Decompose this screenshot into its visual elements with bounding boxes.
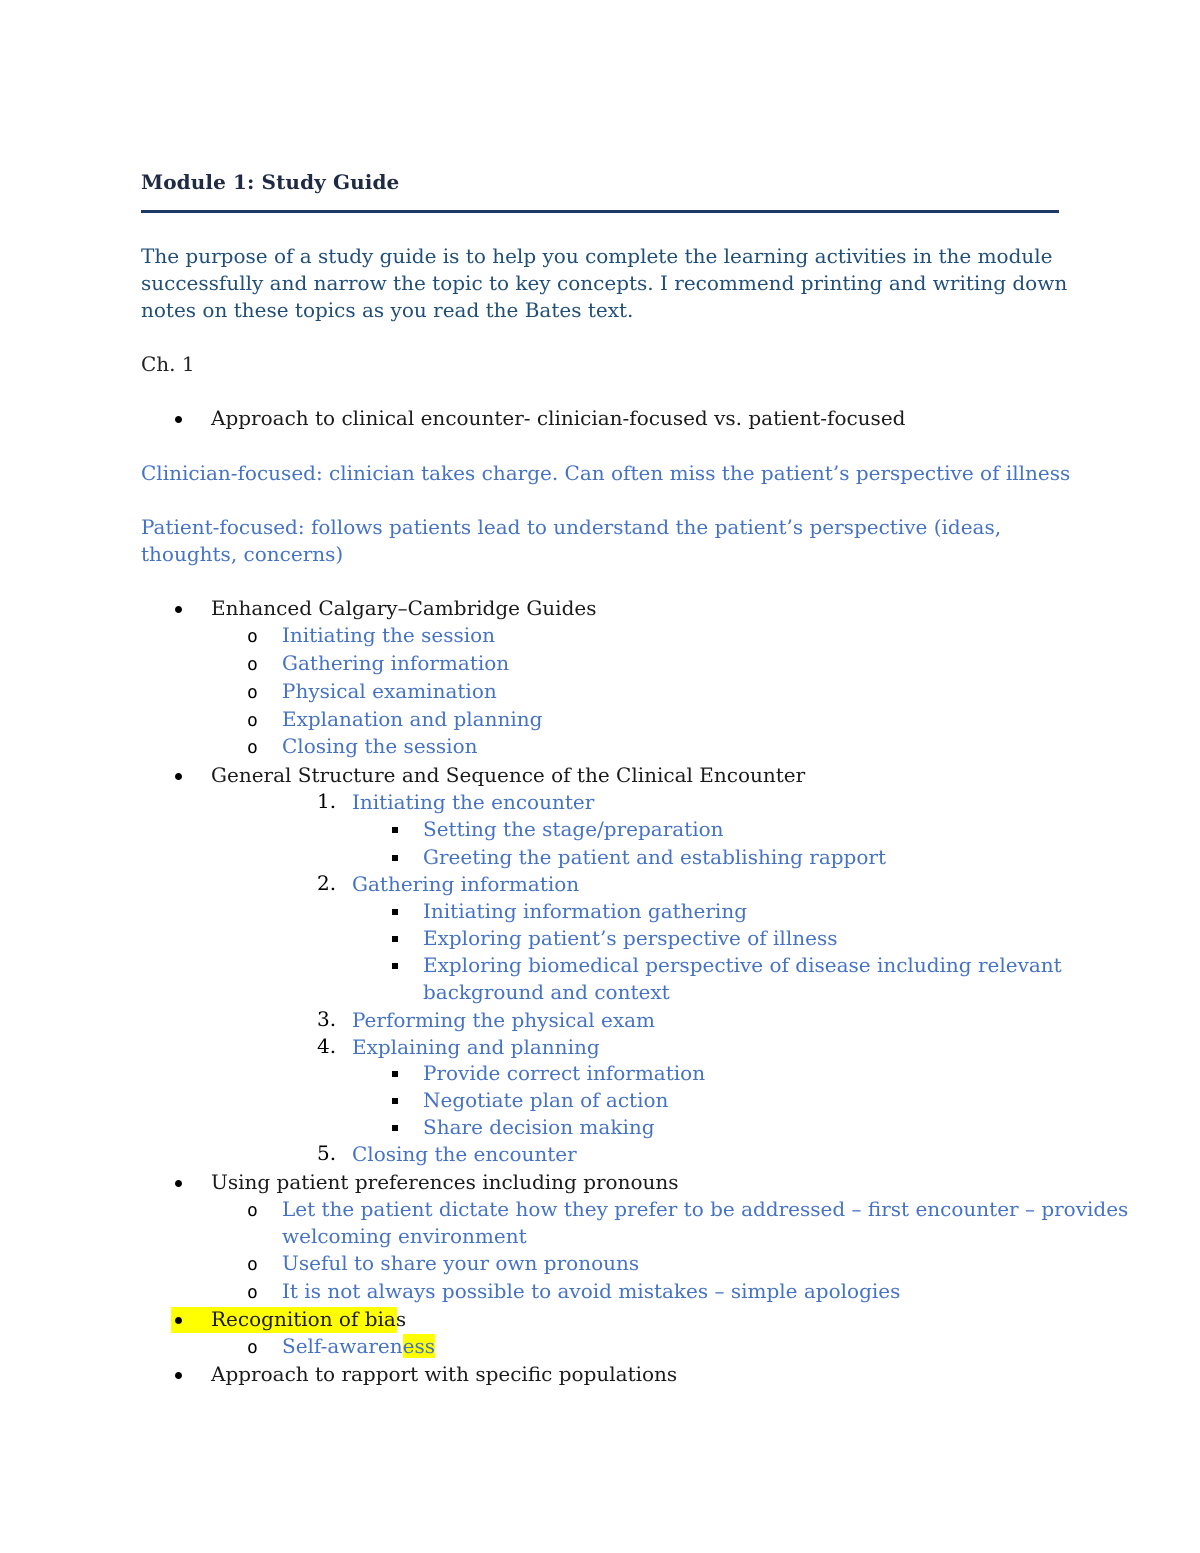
bullet-calgary: Enhanced Calgary–Cambridge Guides [211, 596, 597, 620]
sub-sub-bullet-marker [392, 1125, 398, 1131]
step-number: 5. [317, 1141, 337, 1165]
sub-bullet-marker: o [247, 1254, 258, 1275]
page-title: Module 1: Study Guide [141, 170, 400, 194]
step-sub-item: Negotiate plan of action [423, 1088, 669, 1112]
step-number: 2. [317, 871, 337, 895]
step-sub-item: Initiating information gathering [423, 899, 748, 923]
bullet-marker [175, 1372, 182, 1379]
step-sub-item: Exploring biomedical perspective of disease including relevant [423, 953, 1062, 977]
sub-sub-bullet-marker [392, 963, 398, 969]
sub-sub-bullet-marker [392, 855, 398, 861]
bullet-pronouns: Using patient preferences including pronouns [211, 1170, 679, 1194]
bullet-structure: General Structure and Sequence of the Clinical Encounter [211, 763, 806, 787]
sub-bullet-marker: o [247, 682, 258, 703]
step-label: Explaining and planning [352, 1035, 600, 1059]
sub-sub-bullet-marker [392, 827, 398, 833]
pronoun-item-continued: welcoming environment [282, 1224, 527, 1248]
sub-bullet-marker: o [247, 737, 258, 758]
step-sub-item-continued: background and context [423, 980, 670, 1004]
step-sub-item: Exploring patient’s perspective of illness [423, 926, 838, 950]
step-label: Closing the encounter [352, 1142, 577, 1166]
step-number: 4. [317, 1034, 337, 1058]
step-label: Initiating the encounter [352, 790, 595, 814]
sub-sub-bullet-marker [392, 936, 398, 942]
step-sub-item: Provide correct information [423, 1061, 706, 1085]
title-rule [141, 210, 1059, 213]
chapter-label: Ch. 1 [141, 352, 195, 376]
bias-item-highlighted-text: ess [402, 1334, 435, 1358]
note-patient-focused: Patient-focused: follows patients lead to understand the patient’s perspective (ideas, thoughts, concerns) [141, 515, 1002, 566]
sub-sub-bullet-marker [392, 909, 398, 915]
sub-bullet-marker: o [247, 1282, 258, 1303]
sub-bullet-marker: o [247, 1200, 258, 1221]
calgary-item: Initiating the session [282, 623, 496, 647]
sub-bullet-marker: o [247, 710, 258, 731]
bullet-marker [175, 606, 182, 613]
calgary-item: Closing the session [282, 734, 478, 758]
sub-sub-bullet-marker [392, 1098, 398, 1104]
bullet-marker [175, 416, 182, 423]
pronoun-item: Let the patient dictate how they prefer to be addressed – first encounter – provides [282, 1197, 1129, 1221]
sub-bullet-marker: o [247, 1337, 258, 1358]
bullet-approach: Approach to clinical encounter- clinician-focused vs. patient-focused [211, 406, 906, 430]
sub-sub-bullet-marker [392, 1071, 398, 1077]
bullet-marker [175, 1180, 182, 1187]
step-label: Performing the physical exam [352, 1008, 655, 1032]
bias-item-text: Self-awaren [282, 1334, 403, 1358]
bullet-bias: Recognition of bias [211, 1307, 407, 1331]
sub-bullet-marker: o [247, 626, 258, 647]
calgary-item: Explanation and planning [282, 707, 543, 731]
calgary-item: Physical examination [282, 679, 497, 703]
bullet-rapport: Approach to rapport with specific populations [211, 1362, 678, 1386]
step-number: 3. [317, 1007, 337, 1031]
pronoun-item: Useful to share your own pronouns [282, 1251, 640, 1275]
note-clinician-focused: Clinician-focused: clinician takes charge. Can often miss the patient’s perspective of illness [141, 461, 1071, 485]
calgary-item: Gathering information [282, 651, 510, 675]
step-sub-item: Setting the stage/preparation [423, 817, 724, 841]
intro-paragraph: The purpose of a study guide is to help you complete the learning activities in the module successfully and narrow the topic to key concepts. I recommend printing and writing down notes on these topics as you read the Bates text. [141, 244, 1068, 322]
sub-bullet-marker: o [247, 654, 258, 675]
pronoun-item: It is not always possible to avoid mistakes – simple apologies [282, 1279, 901, 1303]
step-label: Gathering information [352, 872, 580, 896]
bullet-marker [175, 1317, 182, 1324]
step-sub-item: Share decision making [423, 1115, 655, 1139]
bullet-marker [175, 773, 182, 780]
step-number: 1. [317, 789, 337, 813]
bias-item [282, 1333, 435, 1360]
step-sub-item: Greeting the patient and establishing rapport [423, 845, 886, 869]
